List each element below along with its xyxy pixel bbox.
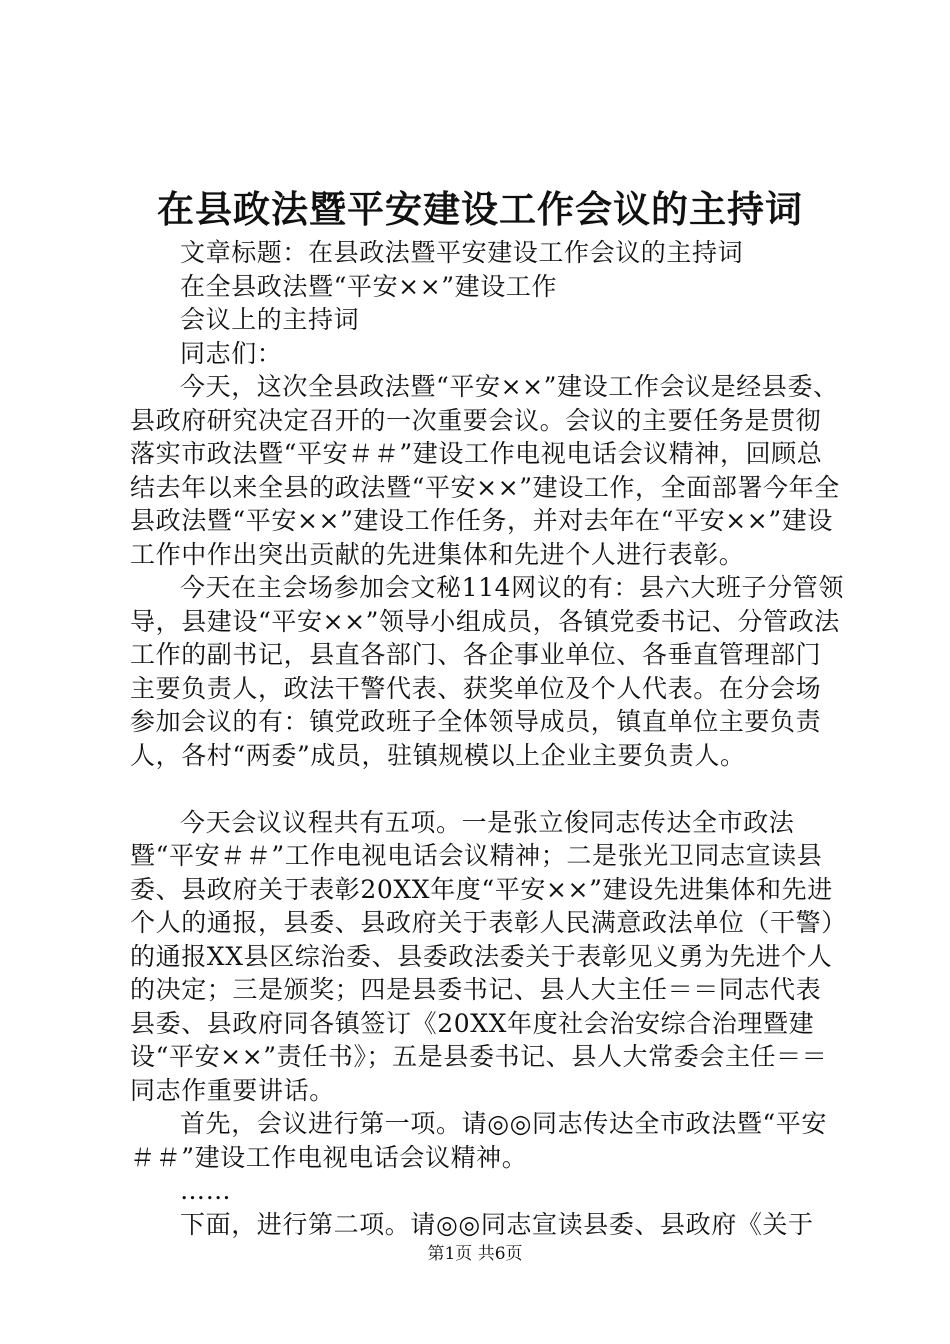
paragraph-first-item: 首先，会议进行第一项。请◎◎同志传达全市政法暨“平安＃＃”建设工作电视电话会议精神。 — [130, 1109, 828, 1172]
subtitle-line-2: 会议上的主持词 — [180, 305, 360, 334]
paragraph-agenda: 今天会议议程共有五项。一是张立俊同志传达全市政法暨“平安＃＃”工作电视电话会议精神；二是张光卫同志宣读县委、县政府关于表彰20XX年度“平安××”建设先进集体和先进个人的通报，县委、县政府关于表彰人民满意政法单位（干警）的通报XX县区综治委、县委政法委关于表彰见义勇为先进个人的决定；三是颁奖；四是县委书记、县人大主任＝＝同志代表县委、县政府同各镇签订《20XX年度社会治安综合治理暨建设“平安××”责任书》；五是县委书记、县人大常委会主任＝＝同志作重要讲话。 — [130, 807, 835, 1105]
paragraph-attendees: 今天在主会场参加会文秘114网议的有：县六大班子分管领导，县建设“平安××”领导小组成员，各镇党委书记、分管政法工作的副书记，县直各部门、各企事业单位、各垂直管理部门主要负责人，政法干警代表、获奖单位及个人代表。在分会场参加会议的有：镇党政班子全体领导成员，镇直单位主要负责人，各村“两委”成员，驻镇规模以上企业主要负责人。 — [130, 573, 844, 770]
subtitle-line-1: 在全县政法暨“平安××”建设工作 — [180, 271, 558, 301]
page-footer: 第1页 共6页 — [427, 1244, 523, 1264]
paragraph-intro: 今天，这次全县政法暨“平安××”建设工作会议是经县委、县政府研究决定召开的一次重要会议。会议的主要任务是贯彻落实市政法暨“平安＃＃”建设工作电视电话会议精神，回顾总结去年以来全县的政法暨“平安××”建设工作，全面部署今年全县政法暨“平安××”建设工作任务，并对去年在“平安××”建设工作中作出突出贡献的先进集体和先进个人进行表彰。 — [130, 372, 840, 569]
document-title: 在县政法暨平安建设工作会议的主持词 — [157, 187, 803, 231]
paragraph-second-item: 下面，进行第二项。请◎◎同志宣读县委、县政府《关于 — [180, 1209, 814, 1239]
article-heading-line: 文章标题：在县政法暨平安建设工作会议的主持词 — [180, 238, 744, 267]
ellipsis-line: …… — [180, 1176, 232, 1205]
document-body — [130, 236, 845, 1241]
salutation: 同志们： — [180, 338, 283, 368]
